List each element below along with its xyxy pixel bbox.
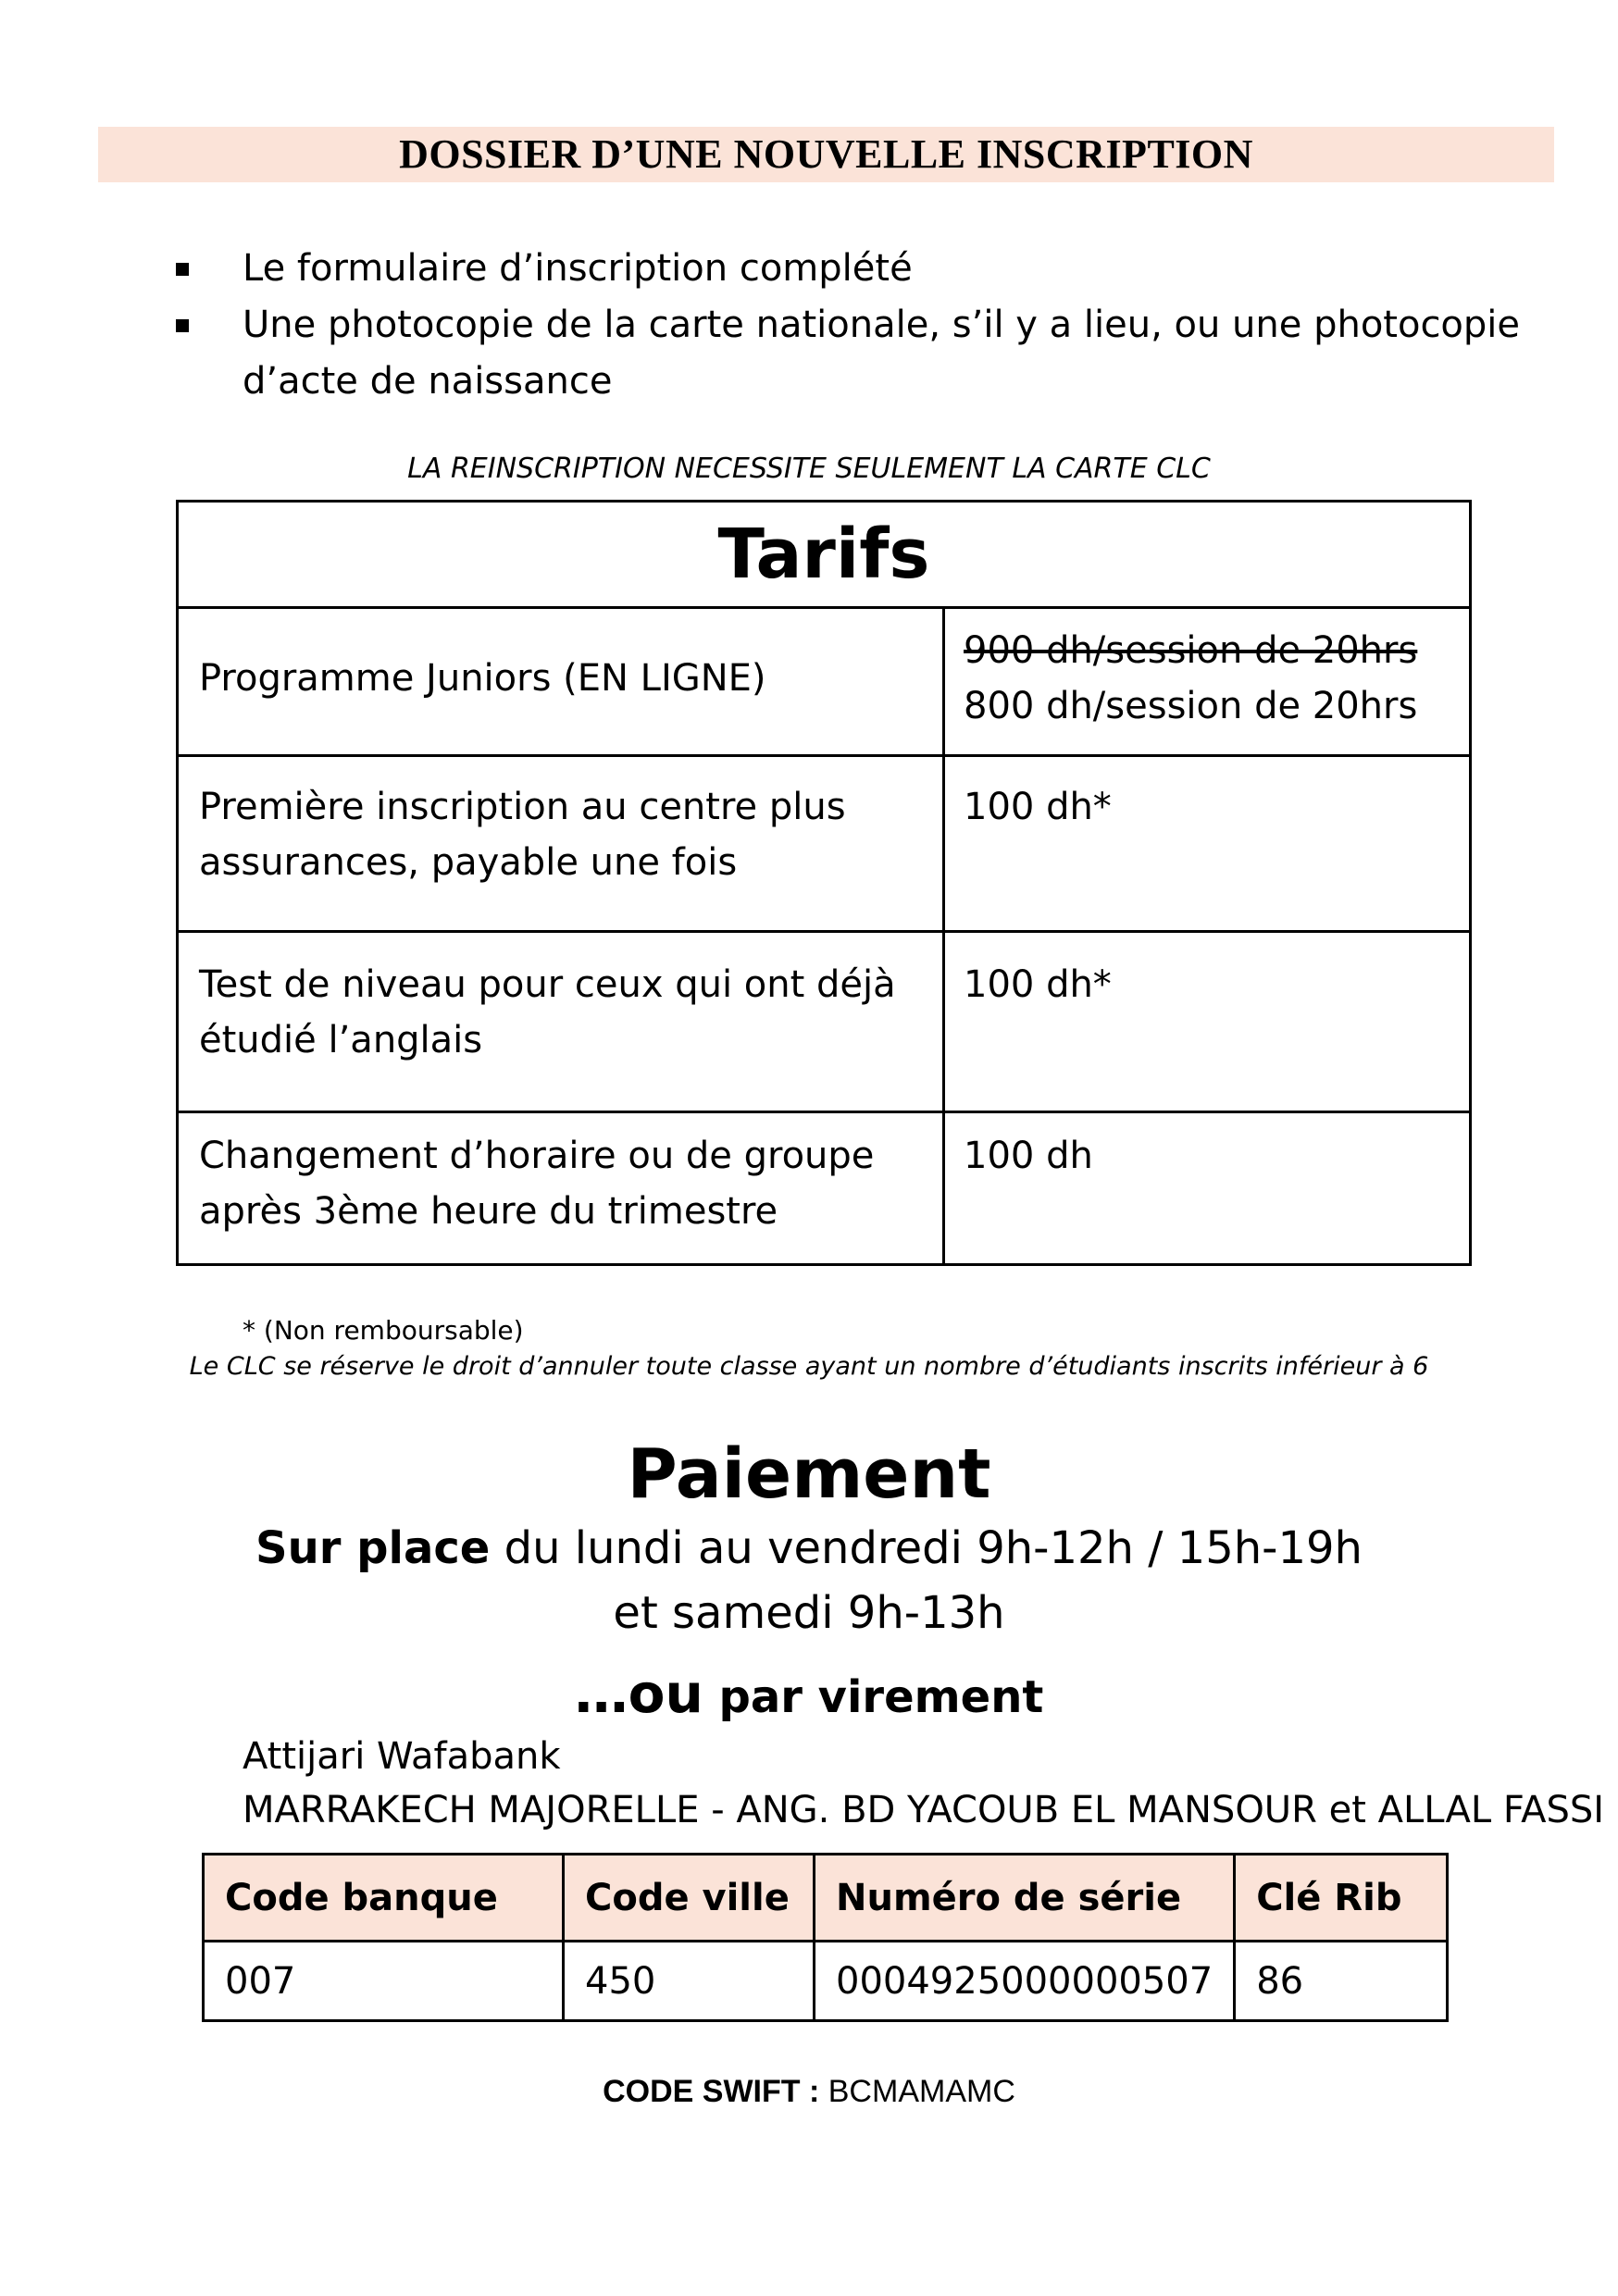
tarifs-title: Tarifs: [717, 515, 930, 594]
swift-value: BCMAMAMC: [819, 2074, 1015, 2109]
requirements-list: [176, 241, 1546, 410]
table-row: [179, 1113, 1469, 1263]
table-row: [204, 1942, 1448, 2021]
swift-line: [0, 2073, 1618, 2110]
square-bullet-icon: [176, 263, 189, 276]
hours-weekdays: du lundi au vendredi 9h-12h / 15h-19h: [490, 1522, 1363, 1574]
requirement-text: Une photocopie de la carte nationale, s’il y a lieu, ou une photocopie d’acte de naissance: [243, 304, 1521, 403]
table-row: [179, 933, 1469, 1111]
hours-saturday: et samedi 9h-13h: [613, 1587, 1005, 1639]
table-row: [179, 606, 1469, 754]
tarif-label: Programme Juniors (EN LIGNE): [199, 657, 766, 700]
column-header: Clé Rib: [1235, 1855, 1448, 1942]
list-item: [176, 297, 1546, 410]
tarifs-title-row: [179, 503, 1469, 609]
table-header-row: [204, 1855, 1448, 1942]
column-header: Numéro de série: [815, 1855, 1235, 1942]
bank-name: Attijari Wafabank: [243, 1735, 561, 1778]
onsite-label: Sur place: [255, 1522, 491, 1574]
column-header: Code banque: [204, 1855, 564, 1942]
cancellation-note: Le CLC se réserve le droit d’annuler toute classe ayant un nombre d’étudiants inscrits inférieur à 6: [189, 1352, 1429, 1381]
virement-text: par virement: [703, 1671, 1044, 1723]
requirement-text: Le formulaire d’inscription complété: [243, 247, 913, 290]
paiement-title: Paiement: [627, 1434, 991, 1514]
virement-ellipsis: …: [574, 1662, 629, 1725]
table-cell: 86: [1235, 1942, 1448, 2021]
tarif-price: 100 dh*: [964, 786, 1112, 828]
table-cell: 450: [564, 1942, 815, 2021]
hours-weekdays-line: [0, 1518, 1618, 1579]
column-header: Code ville: [564, 1855, 815, 1942]
table-cell: 007: [204, 1942, 564, 2021]
page-title: DOSSIER D’UNE NOUVELLE INSCRIPTION: [399, 131, 1253, 177]
reinscription-note: LA REINSCRIPTION NECESSITE SEULEMENT LA CARTE CLC: [407, 453, 1211, 485]
tarif-price-cell: [964, 623, 1454, 734]
tarif-label: Changement d’horaire ou de groupe après 3ème heure du trimestre: [199, 1135, 875, 1233]
tarif-price: 100 dh*: [964, 963, 1112, 1006]
table-row: [179, 757, 1469, 930]
non-refundable-note: * (Non remboursable): [243, 1315, 524, 1346]
header-band: [98, 127, 1554, 182]
virement-ou: ou: [628, 1662, 703, 1725]
tarif-label: Première inscription au centre plus assurances, payable une fois: [199, 786, 846, 884]
old-price: 900 dh/session de 20hrs: [964, 629, 1418, 672]
square-bullet-icon: [176, 319, 189, 332]
tarif-price: 800 dh/session de 20hrs: [964, 685, 1418, 727]
tarif-price: 100 dh: [964, 1135, 1093, 1177]
tarifs-table: [176, 500, 1472, 1266]
tarif-label: Test de niveau pour ceux qui ont déjà étudié l’anglais: [199, 963, 896, 1061]
swift-label: CODE SWIFT :: [603, 2074, 820, 2109]
list-item: [176, 241, 1546, 297]
table-cell: 0004925000000507: [815, 1942, 1235, 2021]
bank-address: MARRAKECH MAJORELLE - ANG. BD YACOUB EL MANSOUR et ALLAL FASSI: [243, 1789, 1605, 1831]
rib-table: [202, 1853, 1449, 2022]
